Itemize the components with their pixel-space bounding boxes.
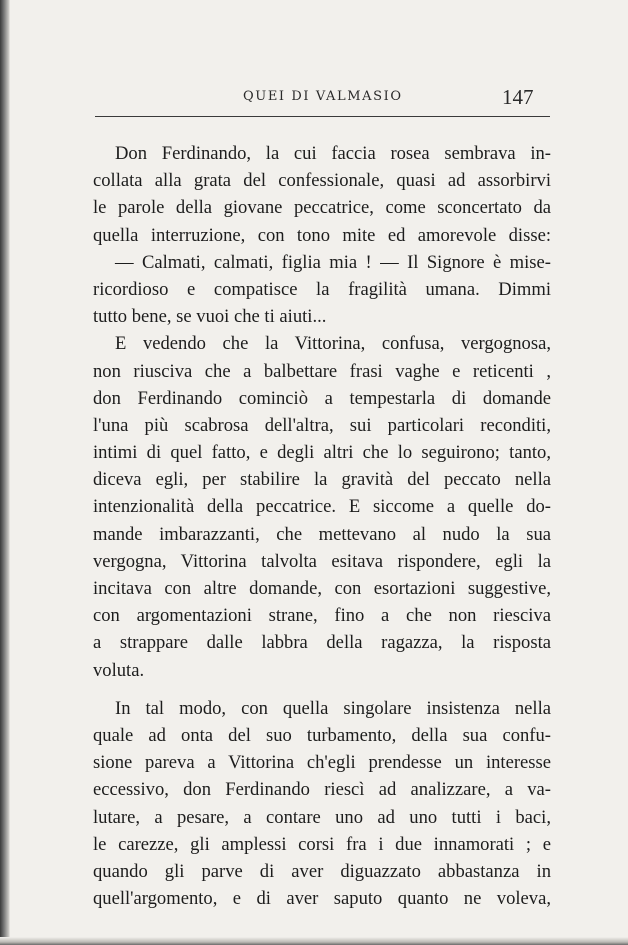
text-line: le carezze, gli amplessi corsi fra i due innamorati ; e xyxy=(93,833,551,855)
text-line: mande imbarazzanti, che mettevano al nudo la sua xyxy=(93,523,551,545)
text-line: tutto bene, se vuoi che ti aiuti... xyxy=(93,306,327,328)
text-line: non riusciva che a balbettare frasi vaghe e reticenti , xyxy=(93,360,551,382)
text-line: quando gli parve di aver diguazzato abbastanza in xyxy=(93,860,551,882)
body-text xyxy=(93,140,551,912)
text-line: vergogna, Vittorina talvolta esitava rispondere, egli la xyxy=(93,550,551,572)
paragraph-3 xyxy=(93,330,551,683)
text-line: intimi di quel fatto, e degli altri che lo seguirono; tanto, xyxy=(93,442,551,464)
text-line: ricordioso e compatisce la fragilità umana. Dimmi xyxy=(93,278,551,300)
text-line: incitava con altre domande, con esortazioni suggestive, xyxy=(93,578,551,599)
paragraph-4 xyxy=(93,695,551,913)
binding-edge xyxy=(0,0,10,945)
running-title: QUEI DI VALMASIO xyxy=(243,89,403,104)
text-line: collata alla grata del confessionale, quasi ad assorbirvi xyxy=(93,170,551,192)
text-line: sione pareva a Vittorina ch'egli prendesse un interesse xyxy=(93,752,551,774)
text-line: l'una più scabrosa dell'altra, sui particolari reconditi, xyxy=(93,414,551,436)
text-line: lutare, a pesare, a contare uno ad uno tutti i baci, xyxy=(93,806,551,828)
text-line: quell'argomento, e di aver saputo quanto ne voleva, xyxy=(93,888,551,910)
text-line: E vedendo che la Vittorina, confusa, vergognosa, xyxy=(115,333,551,355)
text-line: voluta. xyxy=(93,659,145,681)
text-line: Don Ferdinando, la cui faccia rosea sembrava in- xyxy=(115,143,551,164)
page-bottom-edge xyxy=(0,937,628,945)
text-line: intenzionalità della peccatrice. E siccome a quelle do- xyxy=(93,496,551,518)
page-number: 147 xyxy=(502,85,534,109)
header-rule xyxy=(95,116,550,117)
text-line: diceva egli, per stabilire la gravità del peccato nella xyxy=(93,469,551,491)
text-line: quale ad onta del suo turbamento, della sua confu- xyxy=(93,724,551,746)
paragraph-1 xyxy=(93,140,551,249)
text-line: con argomentazioni strane, fino a che non riesciva xyxy=(93,605,551,627)
text-line: a strappare dalle labbra della ragazza, la risposta xyxy=(93,632,551,654)
text-line: quella interruzione, con tono mite ed amorevole disse: xyxy=(93,224,551,246)
text-line: — Calmati, calmati, figlia mia ! — Il Signore è mise- xyxy=(115,251,551,273)
text-line: don Ferdinando cominciò a tempestarla di domande xyxy=(93,387,551,409)
text-line: le parole della giovane peccatrice, come sconcertato da xyxy=(93,197,551,219)
text-line: In tal modo, con quella singolare insistenza nella xyxy=(115,697,551,719)
paragraph-gap xyxy=(93,684,551,695)
text-line: eccessivo, don Ferdinando riescì ad analizzare, a va- xyxy=(93,779,551,801)
paragraph-2 xyxy=(93,249,551,331)
